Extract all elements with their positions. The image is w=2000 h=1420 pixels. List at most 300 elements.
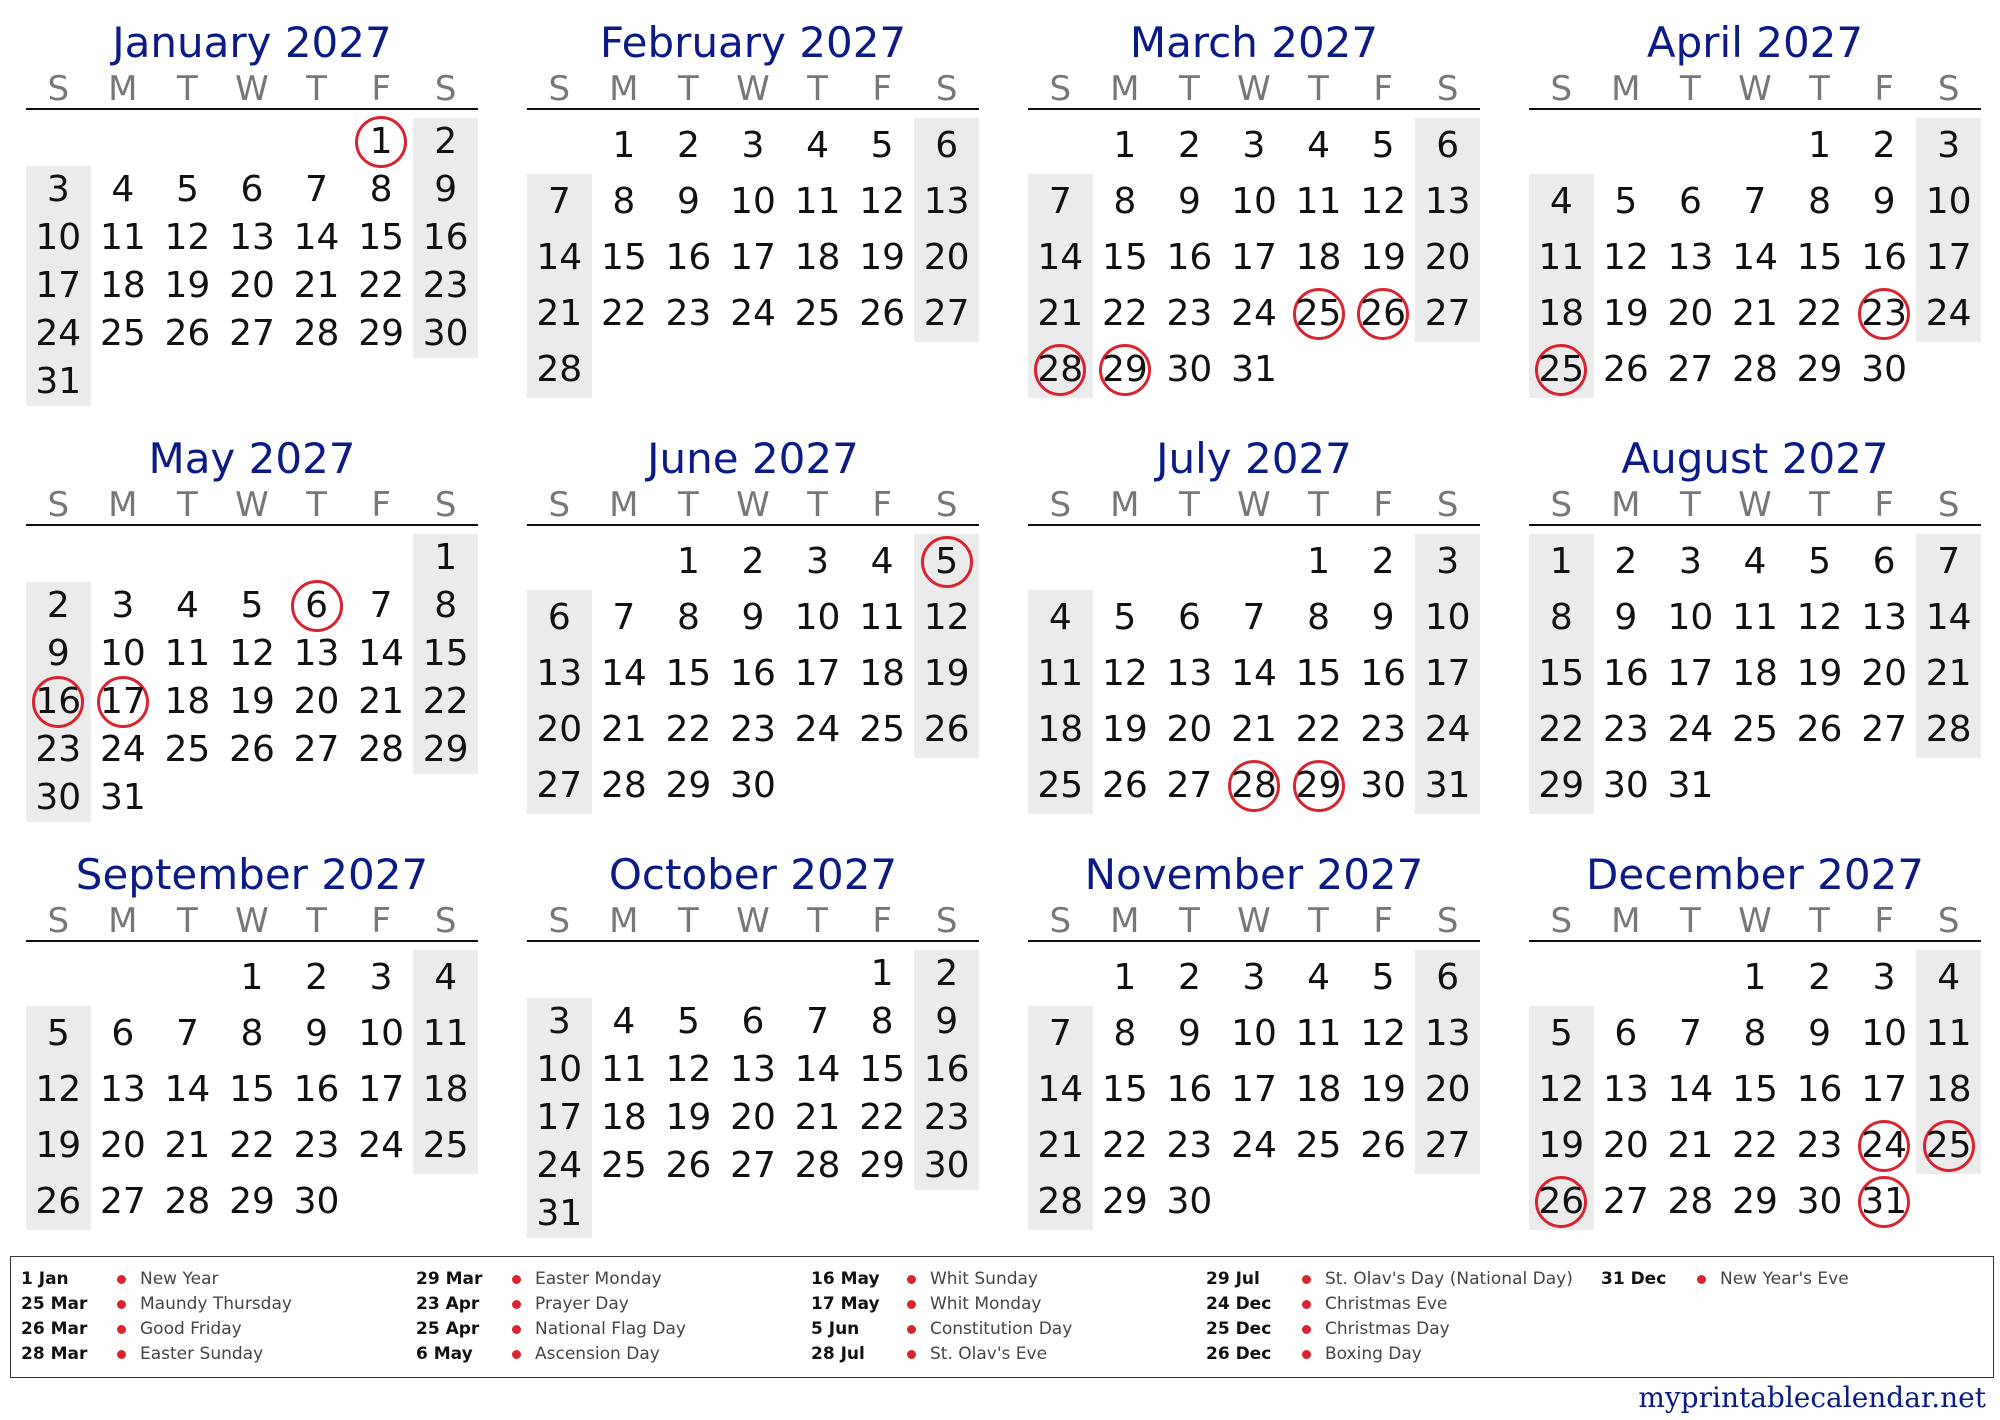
day-cell (721, 998, 786, 1046)
day-number: 14 (293, 217, 340, 258)
day-cell (1415, 758, 1480, 814)
day-cell (914, 230, 979, 286)
day-number: 18 (859, 653, 905, 694)
month-title: February 2027 (599, 18, 907, 67)
day-number: 9 (1614, 597, 1638, 638)
day-number: 3 (806, 541, 829, 582)
day-number: 23 (422, 265, 469, 306)
day-cell (914, 118, 979, 174)
day-cell (721, 534, 786, 590)
day-cell (914, 590, 979, 646)
day-number: 27 (536, 765, 583, 806)
day-number: 9 (46, 633, 70, 674)
day-cell (1028, 1118, 1093, 1174)
day-cell (1222, 118, 1287, 174)
day-number: 18 (1732, 653, 1778, 694)
day-number: 16 (293, 1069, 340, 1110)
month-march (1028, 18, 1480, 398)
day-number: 4 (434, 957, 458, 998)
holiday-date: 5 Jun (811, 1319, 860, 1339)
day-cell (1787, 286, 1852, 342)
weekday-label: T (1179, 69, 1200, 109)
day-cell (1723, 1006, 1788, 1062)
day-cell (850, 174, 915, 230)
day-cell (914, 646, 979, 702)
empty-cell (656, 950, 721, 998)
weekday-label: M (1611, 485, 1641, 525)
day-cell (1222, 758, 1287, 814)
day-cell (914, 1046, 979, 1094)
day-number: 16 (1796, 1069, 1843, 1110)
day-cell (656, 998, 721, 1046)
day-cell (1222, 950, 1287, 1006)
day-cell (284, 950, 349, 1006)
day-cell (1594, 1006, 1659, 1062)
day-cell (1286, 286, 1351, 342)
day-cell (1415, 1118, 1480, 1174)
day-cell (785, 1046, 850, 1094)
day-cell (1415, 702, 1480, 758)
day-number: 2 (1872, 125, 1896, 166)
empty-cell (527, 118, 592, 174)
day-number: 9 (1872, 181, 1896, 222)
weekday-header (1529, 900, 1981, 942)
day-cell (413, 1118, 478, 1174)
day-cell (413, 1062, 478, 1118)
day-number: 27 (1424, 1125, 1471, 1166)
weekday-label: S (548, 485, 571, 525)
weekday-label: T (807, 485, 828, 525)
day-number: 10 (794, 597, 841, 638)
day-cell (850, 230, 915, 286)
legend-item (811, 1267, 1201, 1292)
day-number: 29 (422, 729, 469, 770)
day-cell (1093, 174, 1158, 230)
day-cell (1415, 534, 1480, 590)
day-number: 10 (358, 1013, 404, 1054)
day-cell (1529, 1174, 1594, 1230)
holiday-name: Christmas Eve (1325, 1294, 1448, 1314)
empty-cell (1529, 950, 1594, 1006)
day-cell (91, 214, 156, 262)
day-number: 15 (1101, 237, 1148, 278)
day-cell (721, 174, 786, 230)
day-number: 27 (923, 293, 970, 334)
empty-cell (91, 118, 156, 166)
day-number: 20 (1861, 653, 1907, 694)
weekday-header (527, 900, 979, 942)
day-cell (26, 262, 91, 310)
day-number: 11 (1295, 1013, 1342, 1054)
weekday-label: M (108, 901, 138, 941)
empty-cell (1093, 534, 1158, 590)
day-number: 8 (1113, 1013, 1137, 1054)
day-number: 12 (164, 217, 211, 258)
day-cell (656, 118, 721, 174)
day-number: 11 (1538, 237, 1585, 278)
holiday-name: Ascension Day (535, 1344, 660, 1364)
holiday-legend (10, 1256, 1994, 1378)
day-number: 27 (1667, 349, 1714, 390)
weekday-label: T (678, 901, 699, 941)
weekday-header (26, 68, 478, 110)
day-cell (1222, 1006, 1287, 1062)
weekday-label: S (47, 69, 70, 109)
legend-column (811, 1267, 1201, 1367)
day-number: 4 (1549, 181, 1573, 222)
empty-cell (91, 950, 156, 1006)
weekday-label: F (872, 69, 892, 109)
day-cell (1286, 534, 1351, 590)
weekday-label: S (1937, 901, 1960, 941)
day-number: 24 (99, 729, 146, 770)
day-cell (850, 1142, 915, 1190)
day-cell (349, 630, 414, 678)
weekday-header (527, 68, 979, 110)
day-cell (349, 118, 414, 166)
day-cell (1594, 758, 1659, 814)
day-number: 5 (175, 169, 199, 210)
day-number: 5 (1614, 181, 1638, 222)
weekday-header (1529, 68, 1981, 110)
day-grid (1028, 950, 1480, 1230)
day-number: 3 (741, 125, 765, 166)
day-cell (1916, 950, 1981, 1006)
holiday-date: 25 Mar (21, 1294, 88, 1314)
day-number: 2 (1177, 957, 1201, 998)
day-number: 23 (1166, 293, 1213, 334)
empty-cell (914, 342, 979, 398)
day-cell (527, 590, 592, 646)
day-cell (592, 174, 657, 230)
day-number: 25 (1925, 1125, 1972, 1166)
day-number: 31 (99, 777, 146, 818)
day-cell (592, 590, 657, 646)
month-title: April 2027 (1646, 18, 1864, 67)
day-cell (1916, 230, 1981, 286)
day-cell (1157, 1062, 1222, 1118)
day-cell (1351, 590, 1416, 646)
day-number: 13 (1166, 653, 1213, 694)
day-cell (914, 286, 979, 342)
day-cell (1529, 1062, 1594, 1118)
day-cell (656, 286, 721, 342)
day-number: 22 (1796, 293, 1843, 334)
day-number: 13 (1667, 237, 1714, 278)
weekday-label: S (434, 485, 457, 525)
weekday-label: M (1110, 901, 1140, 941)
day-number: 28 (600, 765, 647, 806)
day-cell (220, 678, 285, 726)
day-cell (1787, 174, 1852, 230)
month-august (1529, 434, 1981, 814)
day-cell (785, 230, 850, 286)
day-number: 29 (1732, 1181, 1778, 1222)
empty-cell (349, 774, 414, 822)
day-cell (721, 286, 786, 342)
day-number: 24 (794, 709, 841, 750)
holiday-name: Maundy Thursday (140, 1294, 292, 1314)
day-cell (1787, 534, 1852, 590)
day-number: 20 (536, 709, 583, 750)
day-cell (349, 310, 414, 358)
day-number: 14 (1037, 237, 1084, 278)
day-number: 5 (1113, 597, 1137, 638)
empty-cell (1916, 1174, 1981, 1230)
day-cell (914, 1094, 979, 1142)
month-title: July 2027 (1156, 434, 1352, 483)
day-cell (527, 1190, 592, 1238)
day-number: 4 (175, 585, 199, 626)
day-cell (349, 950, 414, 1006)
day-cell (1594, 174, 1659, 230)
day-number: 24 (1667, 709, 1714, 750)
day-number: 18 (164, 681, 211, 722)
day-cell (413, 262, 478, 310)
legend-item (416, 1342, 806, 1367)
bullet-icon (512, 1275, 521, 1284)
day-number: 24 (35, 313, 82, 354)
weekday-label: T (678, 69, 699, 109)
day-number: 4 (1307, 957, 1330, 998)
day-cell (1286, 174, 1351, 230)
day-cell (592, 1094, 657, 1142)
site-footer[interactable]: myprintablecalendar.net (1638, 1381, 1986, 1414)
day-cell (1787, 1118, 1852, 1174)
day-number: 16 (1861, 237, 1907, 278)
day-number: 22 (859, 1097, 905, 1138)
day-cell (1351, 1006, 1416, 1062)
day-cell (1351, 174, 1416, 230)
day-cell (785, 646, 850, 702)
day-number: 4 (1743, 541, 1767, 582)
empty-cell (1916, 342, 1981, 398)
empty-cell (284, 774, 349, 822)
day-cell (284, 630, 349, 678)
day-cell (1157, 118, 1222, 174)
day-cell (349, 166, 414, 214)
day-number: 6 (1872, 541, 1896, 582)
day-cell (1529, 342, 1594, 398)
day-cell (721, 1046, 786, 1094)
day-grid (527, 950, 979, 1238)
day-number: 28 (1037, 349, 1084, 390)
day-number: 9 (741, 597, 765, 638)
month-title: October 2027 (608, 850, 898, 899)
day-number: 3 (369, 957, 393, 998)
weekday-label: S (935, 69, 958, 109)
weekday-label: S (1436, 69, 1459, 109)
weekday-label: F (371, 901, 391, 941)
day-cell (413, 630, 478, 678)
empty-cell (1916, 758, 1981, 814)
day-number: 1 (1113, 125, 1137, 166)
day-cell (1594, 230, 1659, 286)
bullet-icon (512, 1350, 521, 1359)
day-cell (155, 166, 220, 214)
weekday-header (26, 484, 478, 526)
empty-cell (1157, 534, 1222, 590)
day-cell (1351, 758, 1416, 814)
day-number: 12 (665, 1049, 712, 1090)
day-number: 26 (35, 1181, 82, 1222)
day-number: 13 (1424, 1013, 1471, 1054)
day-number: 1 (369, 121, 393, 162)
day-number: 8 (870, 1001, 894, 1042)
holiday-date: 6 May (416, 1344, 473, 1364)
empty-cell (1286, 1174, 1351, 1230)
day-number: 24 (1925, 293, 1972, 334)
weekday-label: M (1110, 69, 1140, 109)
day-number: 23 (35, 729, 82, 770)
day-number: 29 (665, 765, 712, 806)
day-number: 17 (358, 1069, 404, 1110)
day-cell (914, 950, 979, 998)
empty-cell (1594, 118, 1659, 174)
day-number: 20 (99, 1125, 146, 1166)
empty-cell (349, 358, 414, 406)
day-number: 6 (111, 1013, 135, 1054)
weekday-label: T (1308, 69, 1329, 109)
day-number: 6 (240, 169, 264, 210)
day-cell (1787, 1174, 1852, 1230)
weekday-header (1028, 484, 1480, 526)
weekday-label: T (306, 485, 327, 525)
day-cell (1594, 590, 1659, 646)
day-number: 7 (1937, 541, 1961, 582)
day-cell (1594, 1062, 1659, 1118)
month-title: May 2027 (148, 434, 356, 483)
day-cell (91, 774, 156, 822)
day-number: 13 (1602, 1069, 1649, 1110)
day-cell (1415, 118, 1480, 174)
day-cell (1658, 590, 1723, 646)
day-cell (785, 174, 850, 230)
day-number: 12 (1101, 653, 1148, 694)
weekday-label: F (371, 485, 391, 525)
day-number: 1 (1808, 125, 1831, 166)
weekday-label: F (872, 485, 892, 525)
day-cell (1028, 286, 1093, 342)
day-number: 15 (1796, 237, 1843, 278)
day-cell (527, 758, 592, 814)
day-cell (284, 582, 349, 630)
day-number: 10 (1925, 181, 1972, 222)
day-number: 13 (1861, 597, 1907, 638)
day-number: 31 (1667, 765, 1714, 806)
empty-cell (155, 774, 220, 822)
holiday-date: 28 Mar (21, 1344, 88, 1364)
holiday-name: Easter Sunday (140, 1344, 264, 1364)
day-cell (284, 678, 349, 726)
day-number: 25 (600, 1145, 647, 1186)
day-cell (592, 230, 657, 286)
day-number: 9 (1371, 597, 1395, 638)
day-number: 3 (1678, 541, 1702, 582)
day-cell (220, 582, 285, 630)
day-cell (1222, 1062, 1287, 1118)
day-cell (785, 118, 850, 174)
day-cell (155, 1174, 220, 1230)
month-february (527, 18, 979, 398)
day-number: 19 (1360, 237, 1406, 278)
day-cell (914, 1142, 979, 1190)
day-number: 28 (1732, 349, 1778, 390)
holiday-name: Boxing Day (1325, 1344, 1422, 1364)
day-number: 8 (240, 1013, 264, 1054)
day-cell (1787, 646, 1852, 702)
day-cell (91, 1006, 156, 1062)
day-cell (721, 590, 786, 646)
empty-cell (1351, 1174, 1416, 1230)
day-grid (1529, 950, 1981, 1230)
day-cell (349, 1118, 414, 1174)
day-cell (1916, 286, 1981, 342)
day-number: 7 (305, 169, 328, 210)
day-cell (656, 646, 721, 702)
weekday-label: S (1937, 485, 1960, 525)
weekday-label: M (1611, 69, 1641, 109)
day-cell (1658, 342, 1723, 398)
day-number: 19 (859, 237, 905, 278)
day-number: 15 (358, 217, 404, 258)
day-cell (527, 342, 592, 398)
weekday-label: S (1436, 485, 1459, 525)
day-number: 6 (1436, 125, 1460, 166)
day-cell (1787, 590, 1852, 646)
day-number: 25 (794, 293, 841, 334)
day-number: 5 (870, 125, 894, 166)
day-cell (413, 310, 478, 358)
empty-cell (349, 534, 414, 582)
empty-cell (914, 758, 979, 814)
day-number: 5 (1549, 1013, 1573, 1054)
legend-item (21, 1292, 411, 1317)
day-cell (91, 310, 156, 358)
day-number: 21 (1037, 293, 1084, 334)
day-number: 10 (35, 217, 82, 258)
day-cell (413, 1006, 478, 1062)
weekday-label: M (108, 485, 138, 525)
holiday-date: 28 Jul (811, 1344, 865, 1364)
weekday-label: M (1611, 901, 1641, 941)
empty-cell (785, 950, 850, 998)
weekday-label: W (736, 901, 770, 941)
day-number: 14 (1037, 1069, 1084, 1110)
day-number: 30 (923, 1145, 970, 1186)
weekday-label: W (235, 901, 269, 941)
empty-cell (656, 1190, 721, 1238)
day-number: 30 (293, 1181, 340, 1222)
day-cell (91, 582, 156, 630)
day-cell (220, 950, 285, 1006)
day-number: 7 (1048, 1013, 1072, 1054)
empty-cell (1787, 758, 1852, 814)
weekday-label: F (872, 901, 892, 941)
day-cell (220, 214, 285, 262)
day-number: 30 (1602, 765, 1649, 806)
day-cell (1723, 950, 1788, 1006)
empty-cell (284, 534, 349, 582)
day-cell (1415, 1062, 1480, 1118)
day-number: 29 (1796, 349, 1843, 390)
weekday-label: M (609, 69, 639, 109)
day-cell (1529, 702, 1594, 758)
day-cell (1787, 1006, 1852, 1062)
weekday-label: W (1738, 69, 1772, 109)
weekday-label: W (736, 69, 770, 109)
day-number: 8 (1549, 597, 1573, 638)
